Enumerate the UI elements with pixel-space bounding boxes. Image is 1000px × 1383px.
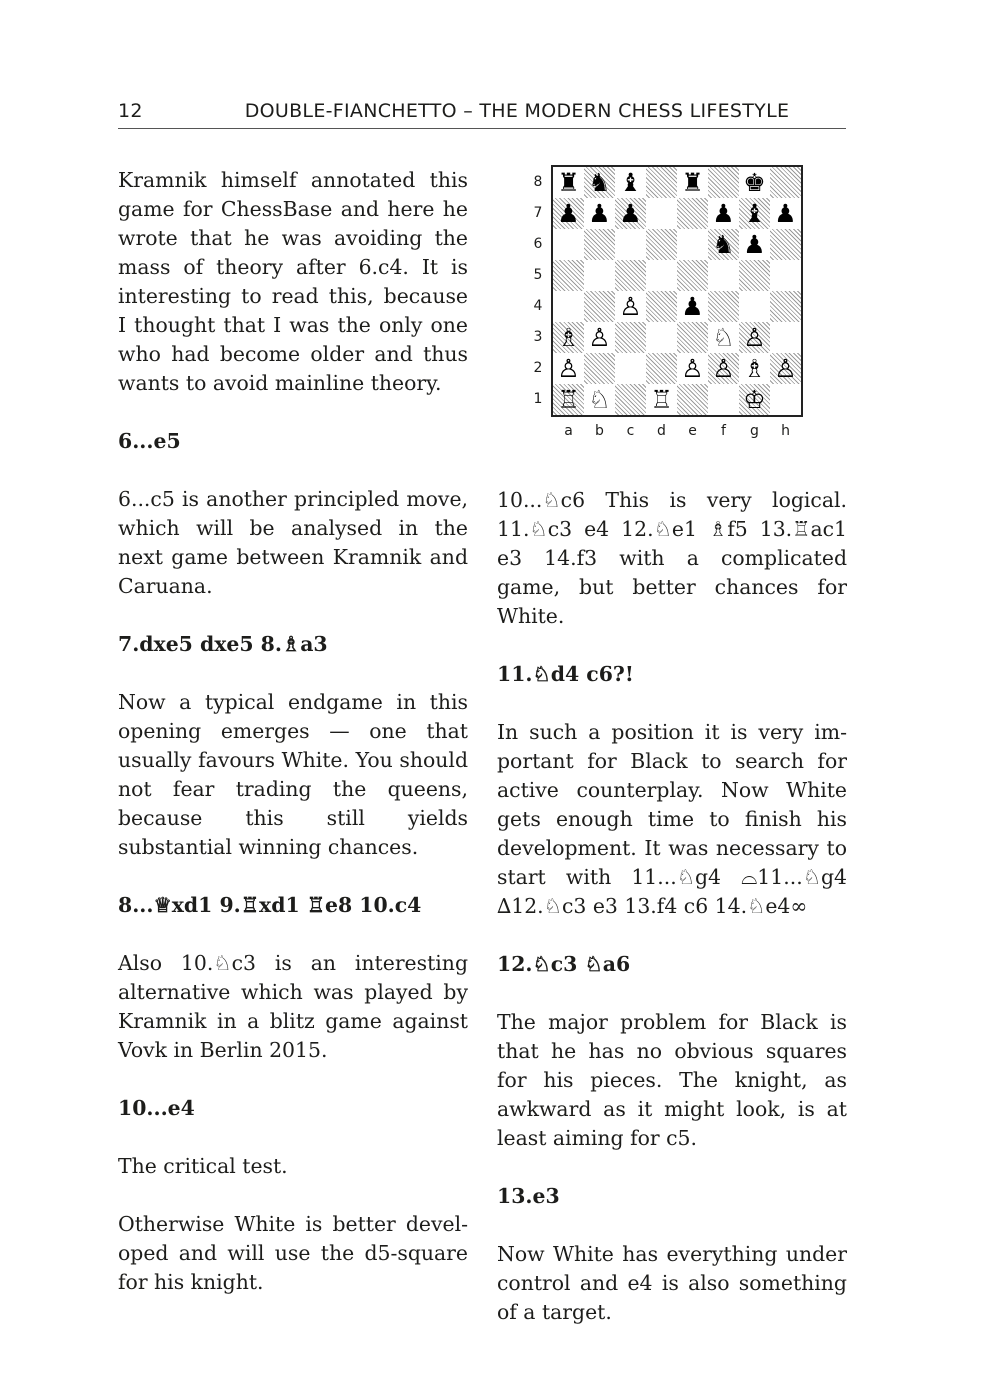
running-title: DOUBLE-FIANCHETTO – THE MODERN CHESS LIFESTYLE [244,100,790,122]
board-square [615,322,646,353]
board-square [584,229,615,260]
rank-label: 6 [533,236,543,252]
chess-piece: ♞ [588,168,611,197]
board-square [615,353,646,384]
move-heading: 10...e4 [118,1096,195,1120]
chess-piece: ♙ [588,323,611,352]
paragraph: The critical test. [118,1154,288,1178]
file-label: c [626,423,635,439]
board-square [677,260,708,291]
board-square [770,291,801,322]
paragraph: Kramnik himself annotated this game for ChessBase and here he wrote that he was avoiding the mass of theory after 6.c4. It is interesting to read this, because I thought that I was the only one who had become older and thus wants to avoid mainline theory. [118,168,468,395]
move-heading: 13.e3 [497,1184,560,1208]
board-square [739,291,770,322]
chess-piece: ♖ [650,385,673,414]
chess-piece: ♟ [557,199,580,228]
chess-piece: ♝ [743,199,766,228]
board-square [646,291,677,322]
board-square [708,291,739,322]
board-square [646,167,677,198]
board-square [615,260,646,291]
chess-piece: ♟ [681,292,704,321]
board-square [708,260,739,291]
move-heading: 8...♕xd1 9.♖xd1 ♖e8 10.c4 [118,893,422,917]
chess-piece: ♟ [619,199,642,228]
paragraph: The major problem for Black is that he has no obvious squares for his pieces. The knight, as awkward as it might look, is at least aiming for c5. [497,1010,847,1150]
rank-label: 3 [533,329,543,345]
board-square [739,260,770,291]
chess-piece: ♚ [743,168,766,197]
chess-piece: ♟ [774,199,797,228]
board-square [677,198,708,229]
board-square [584,353,615,384]
chess-piece: ♘ [588,385,611,414]
chess-piece: ♗ [557,323,580,352]
paragraph: 10...♘c6 This is very logical. 11.♘c3 e4 12.♘e1 ♗f5 13.♖ac1 e3 14.f3 with a complicated game, but better chances for White. [497,488,847,628]
rank-label: 5 [533,267,543,283]
file-label: d [657,423,666,439]
file-label: b [595,423,604,439]
board-square [646,198,677,229]
chess-piece: ♜ [557,168,580,197]
rank-label: 1 [533,391,543,407]
chess-piece: ♙ [557,354,580,383]
board-square [708,167,739,198]
chess-piece: ♙ [743,323,766,352]
board-square [677,384,708,415]
chess-piece: ♔ [743,385,766,414]
file-label: g [750,423,759,439]
chess-piece: ♙ [681,354,704,383]
move-heading: 12.♘c3 ♘a6 [497,952,631,976]
move-heading: 7.dxe5 dxe5 8.♗a3 [118,632,328,656]
chess-piece: ♗ [743,354,766,383]
board-square [584,291,615,322]
rank-label: 7 [533,205,543,221]
board-square [708,384,739,415]
board-square [770,167,801,198]
rank-label: 8 [533,174,543,190]
paragraph: In such a position it is very important for Black to search for active counterplay. Now White gets enough time to finish his development. It was necessary to start with 11...♘g4 ⌓11...♘g4 ∆12.♘c3 e3 13.f4 c6 14.♘e4∞ [497,720,847,918]
file-label: h [781,423,790,439]
chess-piece: ♟ [588,199,611,228]
paragraph: Now White has everything under control and e4 is also something of a target. [497,1242,847,1324]
chess-board [551,165,803,417]
right-column [497,486,847,1356]
chess-piece: ♙ [619,292,642,321]
chess-piece: ♞ [712,230,735,259]
board-square [615,384,646,415]
paragraph: 6...c5 is another principled move, which will be analysed in the next game between Kramnik and Caruana. [118,487,468,598]
board-square [553,260,584,291]
board-square [553,229,584,260]
file-label: f [721,423,726,439]
board-square [770,322,801,353]
chess-piece: ♖ [557,385,580,414]
rank-label: 2 [533,360,543,376]
move-heading: 6...e5 [118,429,181,453]
paragraph: Also 10.♘c3 is an interesting alternative which was played by Kramnik in a blitz game against Vovk in Berlin 2015. [118,951,468,1062]
left-column [118,166,468,1326]
board-square [584,260,615,291]
chess-piece: ♘ [712,323,735,352]
move-heading: 11.♘d4 c6?! [497,662,634,686]
board-square [677,322,708,353]
board-square [646,260,677,291]
running-head [118,100,846,129]
chess-piece: ♟ [743,230,766,259]
board-square [615,229,646,260]
chess-piece: ♙ [712,354,735,383]
paragraph: Otherwise White is better developed and will use the d5-square for his knight. [118,1212,468,1294]
page-number: 12 [118,100,143,122]
paragraph: Now a typical endgame in this opening emerges — one that usually favours White. You should not fear trading the queens, because this still yields substantial winning chances. [118,690,468,859]
file-label: a [564,423,573,439]
chess-piece: ♝ [619,168,642,197]
chess-piece: ♜ [681,168,704,197]
chess-piece: ♙ [774,354,797,383]
board-square [770,384,801,415]
board-square [646,322,677,353]
file-label: e [688,423,697,439]
rank-label: 4 [533,298,543,314]
board-square [646,229,677,260]
chess-piece: ♟ [712,199,735,228]
board-square [553,291,584,322]
board-square [677,229,708,260]
board-square [646,353,677,384]
board-square [770,229,801,260]
board-square [770,260,801,291]
